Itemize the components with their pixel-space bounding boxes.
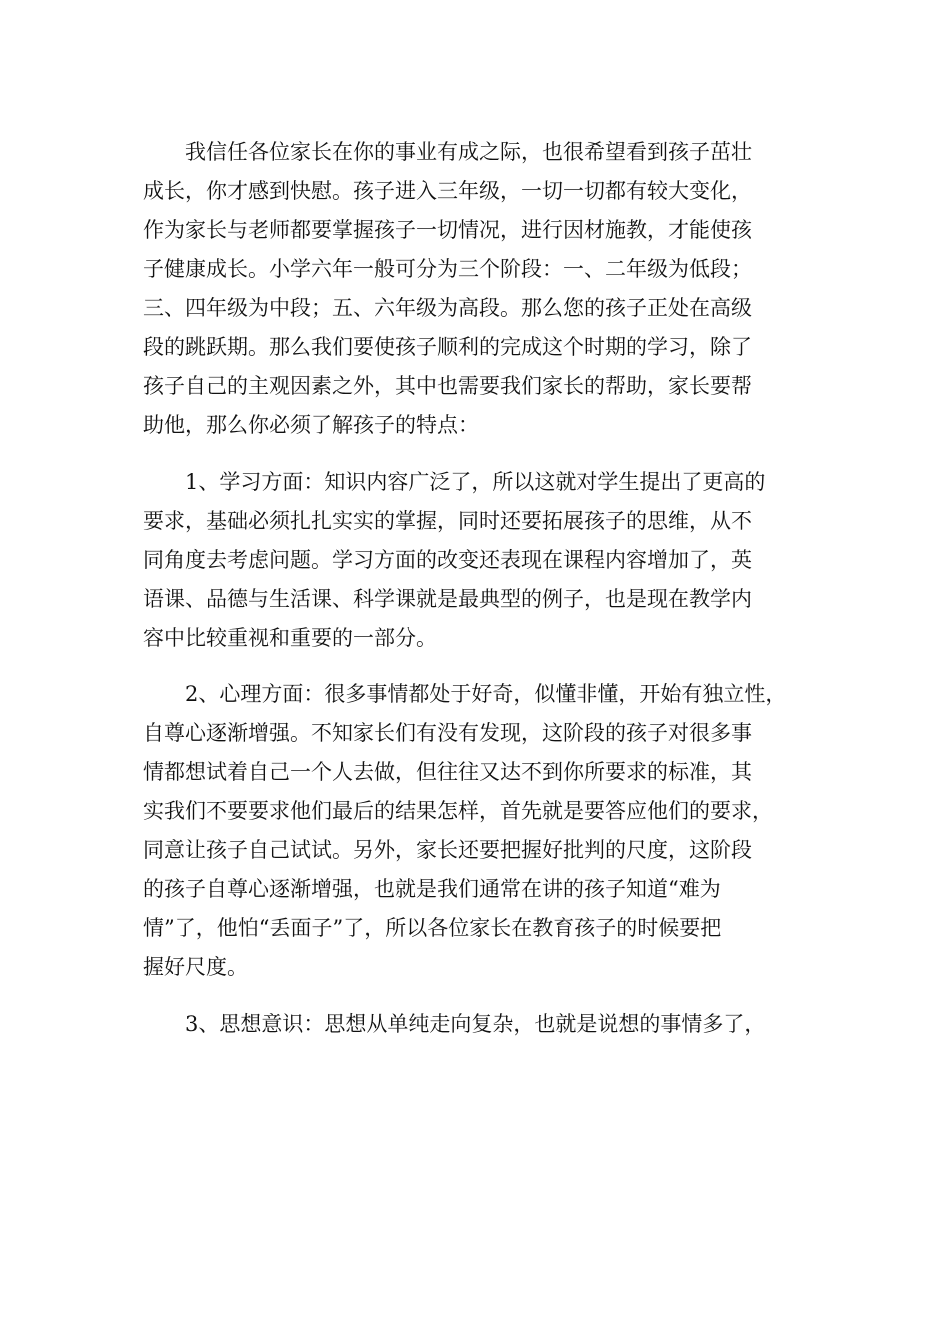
text-line: 情”了，他怕“丢面子”了，所以各位家长在教育孩子的时候要把 xyxy=(143,916,722,940)
paragraph-thinking xyxy=(143,1005,813,1044)
text-line: 实我们不要要求他们最后的结果怎样，首先就是要答应他们的要求， xyxy=(143,799,773,823)
paragraph-psychology xyxy=(143,675,813,987)
text-line: 作为家长与老师都要掌握孩子一切情况，进行因材施教，才能使孩 xyxy=(143,218,752,242)
text-line: 段的跳跃期。那么我们要使孩子顺利的完成这个时期的学习，除了 xyxy=(143,335,752,359)
document-body xyxy=(143,133,813,1044)
text-line: 同角度去考虑问题。学习方面的改变还表现在课程内容增加了，英 xyxy=(143,547,752,572)
text-line: 1、学习方面：知识内容广泛了，所以这就对学生提出了更高的 xyxy=(185,469,766,494)
paragraph-intro xyxy=(143,133,813,445)
text-line: 我信任各位家长在你的事业有成之际，也很希望看到孩子茁壮 xyxy=(185,140,752,164)
text-line: 三、四年级为中段；五、六年级为高段。那么您的孩子正处在高级 xyxy=(143,296,752,320)
text-line: 容中比较重视和重要的一部分。 xyxy=(143,625,437,650)
text-line: 子健康成长。小学六年一般可分为三个阶段：一、二年级为低段； xyxy=(143,257,752,281)
text-line: 语课、品德与生活课、科学课就是最典型的例子，也是现在教学内 xyxy=(143,586,752,611)
text-line: 要求，基础必须扎扎实实的掌握，同时还要拓展孩子的思维，从不 xyxy=(143,508,752,533)
text-line: 同意让孩子自己试试。另外，家长还要把握好批判的尺度，这阶段 xyxy=(143,838,752,862)
paragraph-learning xyxy=(143,463,813,658)
text-line: 3、思想意识：思想从单纯走向复杂，也就是说想的事情多了， xyxy=(185,1011,766,1036)
text-line: 孩子自己的主观因素之外，其中也需要我们家长的帮助，家长要帮 xyxy=(143,374,752,398)
text-line: 2、心理方面：很多事情都处于好奇，似懂非懂，开始有独立性， xyxy=(185,682,787,706)
text-line: 成长，你才感到快慰。孩子进入三年级，一切一切都有较大变化， xyxy=(143,179,752,203)
text-line: 情都想试着自己一个人去做，但往往又达不到你所要求的标准，其 xyxy=(143,760,752,784)
paragraph-spacing xyxy=(143,445,813,463)
paragraph-spacing xyxy=(143,987,813,1005)
text-line: 的孩子自尊心逐渐增强，也就是我们通常在讲的孩子知道“难为 xyxy=(143,877,721,901)
text-line: 助他，那么你必须了解孩子的特点： xyxy=(143,413,479,437)
text-line: 握好尺度。 xyxy=(143,955,248,979)
text-line: 自尊心逐渐增强。不知家长们有没有发现，这阶段的孩子对很多事 xyxy=(143,721,752,745)
paragraph-spacing xyxy=(143,658,813,676)
